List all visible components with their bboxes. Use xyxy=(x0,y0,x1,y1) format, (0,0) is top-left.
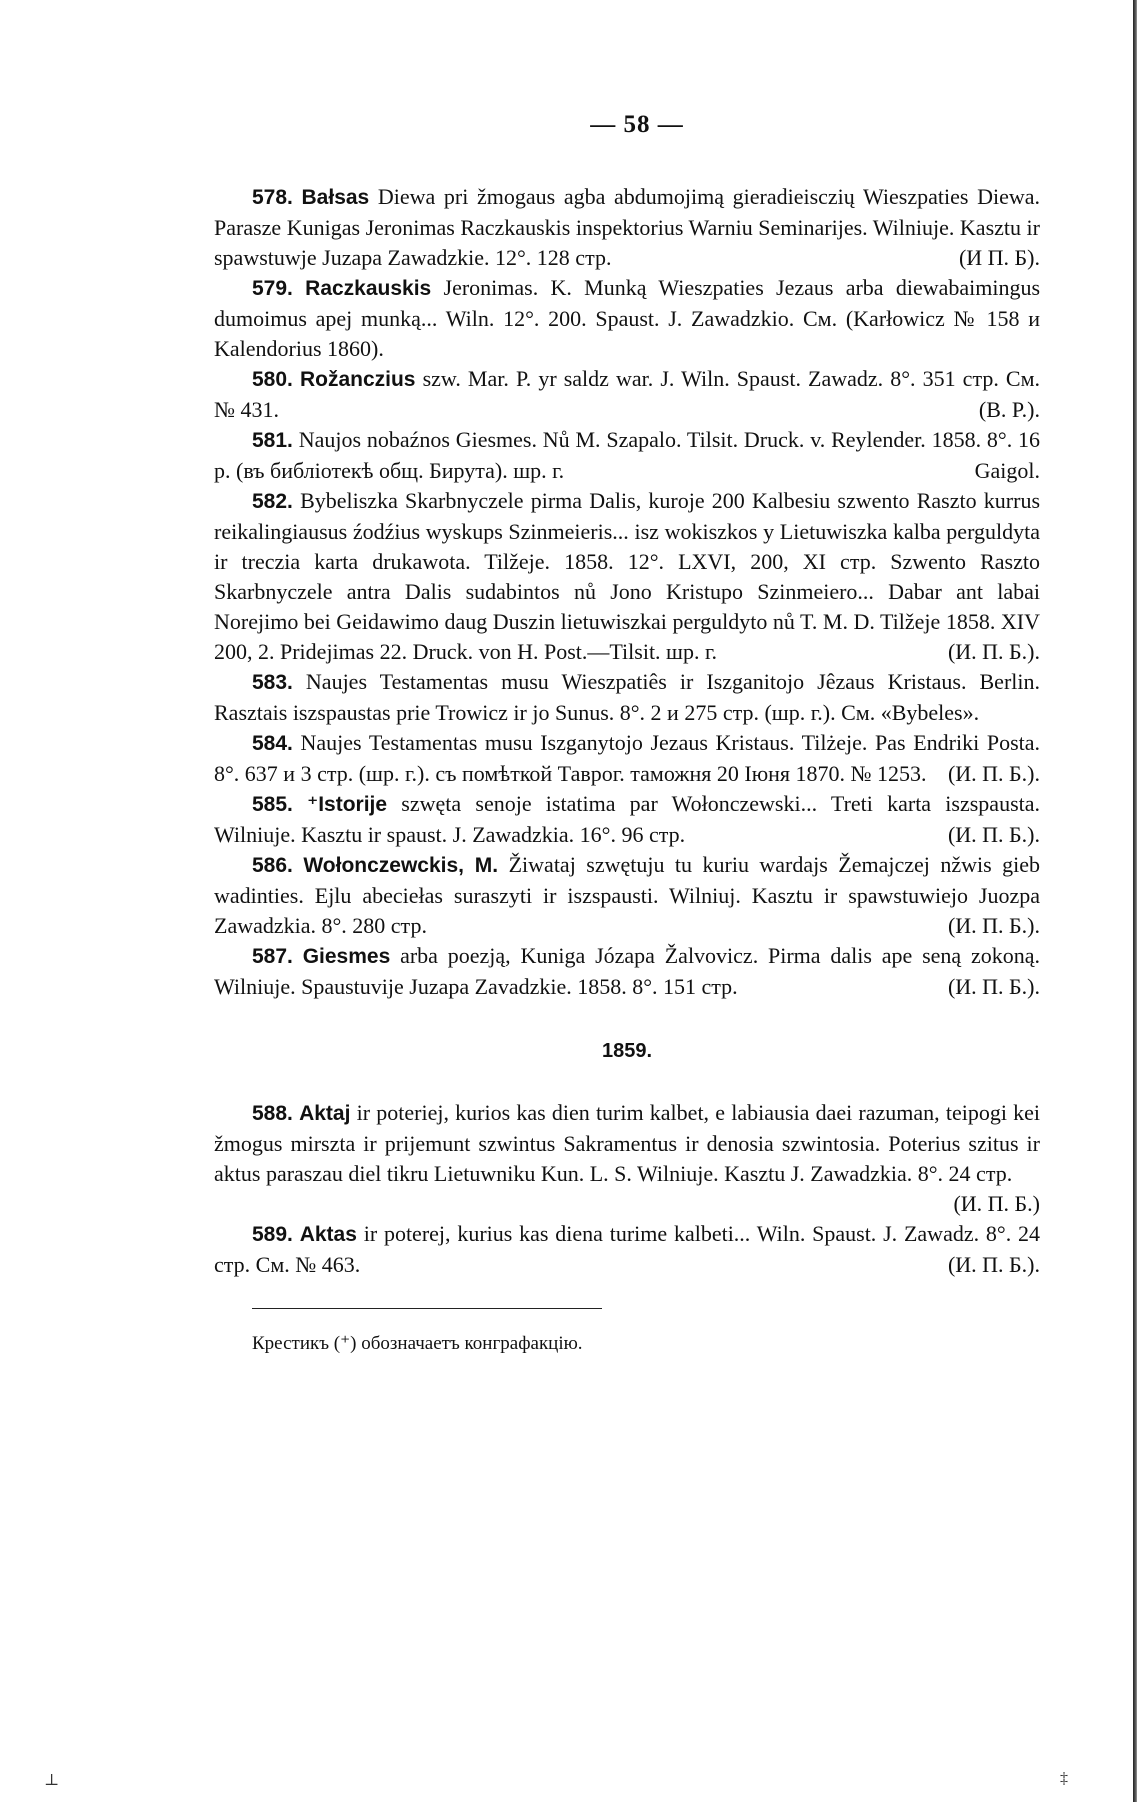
entry-source: (И. П. Б.). xyxy=(947,1252,1040,1277)
entry-source: Gaigol. xyxy=(974,458,1040,483)
entry-587 xyxy=(214,941,1040,1002)
entry-578 xyxy=(214,182,1040,273)
corner-mark-icon: ⊥ xyxy=(44,1772,60,1789)
entry-text: Žiwataj szwętuju tu kuriu wardajs Žemajczej nžwis gieb wadinties. Ejlu abeciełas suraszyti ir iszspausti. Wilniuj. Kasztu ir spawstuwiejo Juozpa Zawadzkia. 8°. 280 стр. xyxy=(214,852,1041,938)
entry-number: 582. xyxy=(252,490,293,513)
entry-title: Raczkauskis xyxy=(305,277,432,300)
entry-source: (И. П. Б.). xyxy=(947,639,1040,664)
entry-581 xyxy=(214,425,1040,486)
entry-text: arba poezją, Kuniga Józapa Žalvovicz. Pirma dalis ape seną zokoną. Wilniuje. Spaustuvije Juzapa Zavadzkie. 1858. 8°. 151 стр. xyxy=(214,943,1041,999)
entry-text: szwęta senoje istatima par Wołonczewski... Treti karta iszspausta. Wilniuje. Kasztu ir spaust. J. Zawadzkia. 16°. 96 стр. xyxy=(214,791,1041,847)
entry-text: szw. Mar. P. yr saldz war. J. Wiln. Spaust. Zawadz. 8°. 351 стр. См. № 431. xyxy=(214,366,1040,422)
entry-number: 585. xyxy=(252,793,293,816)
entry-title: Bałsas xyxy=(301,186,370,209)
entry-text: ir poteriej, kurios kas dien turim kalbet, e labiausia daei razuman, teipogi kei žmogus mirszta ir prijemunt szwintus Sakramentus ir denosia szwintosia. Poterius szitus ir aktus paraszau diel tikru Lietuwniku Kun. L. S. Wilniuje. Kasztu J. Zawadzkia. 8°. 24 стр. xyxy=(214,1100,1041,1186)
entry-text: Naujos nobaźnos Giesmes. Nů M. Szapalo. Tilsit. Druck. v. Reylender. 1858. 8°. 16 p. (въ библіотекѣ общ. Бирута). шр. г. xyxy=(214,427,1040,483)
entry-584 xyxy=(214,728,1040,789)
footnote-divider xyxy=(252,1308,602,1309)
entry-number: 578. xyxy=(252,186,293,209)
footnote: Крестикъ (⁺) обозначаетъ конграфакцію. xyxy=(252,1333,583,1354)
entry-source: (И. П. Б.). xyxy=(947,974,1040,999)
entry-title: Aktas xyxy=(299,1223,357,1246)
entry-number: 581. xyxy=(252,429,293,452)
entry-number: 580. xyxy=(252,368,293,391)
page-edge-shadow xyxy=(1133,0,1137,1802)
entry-number: 588. xyxy=(252,1102,293,1125)
entry-text: Diewa pri žmogaus agba abdumojimą gieradieisczių Wieszpaties Diewa. Parasze Kunigas Jeronimas Raczkauskis inspektorius Warniu Seminarijes. Wilniuje. Kasztu ir spawstuwje Juzapa Zawadzkie. 12°. 128 стр. xyxy=(214,184,1040,270)
entry-text: Naujes Testamentas musu Iszganytojo Jezaus Kristaus. Tilżeje. Pas Endriki Posta. 8°. 637 и 3 стр. (шр. г.). съ помѣткой Таврог. таможня 20 Іюня 1870. № 1253. xyxy=(214,730,1041,786)
entry-title: Rožanczius xyxy=(299,368,416,391)
entry-579 xyxy=(214,273,1040,364)
entry-585 xyxy=(214,789,1040,850)
entry-number: 587. xyxy=(252,945,293,968)
entry-source: (B. P.). xyxy=(978,397,1040,422)
entry-source: (И. П. Б.). xyxy=(947,913,1040,938)
entry-source: (И. П. Б.). xyxy=(947,761,1040,786)
entry-number: 589. xyxy=(252,1223,293,1246)
page-number: — 58 — xyxy=(590,111,684,138)
entry-title: Wołonczewckis, M. xyxy=(303,854,499,877)
entry-number: 584. xyxy=(252,732,293,755)
entry-number: 583. xyxy=(252,671,293,694)
entry-text: Bybeliszka Skarbnyczele pirma Dalis, kuroje 200 Kalbesiu szwento Raszto kurrus reikalingiausus źodźius wyskups Szinmeieris... isz wokiszkos y Lietuwiszka kalba perguldyta ir treczia karta drukawota. Tilžeje. 1858. 12°. LXVI, 200, XI стр. Szwento Raszto Skarbnyczele antra Dalis sudabintos nů Jono Kristupo Szinmeiero... Dabar ant labai Norejimo bei Geidawimo daug Duszin lietuwiszkai perguldyto nů T. M. D. Tilžeje 1858. XIV 200, 2. Pridejimas 22. Druck. von H. Post.—Tilsit. шр. г. xyxy=(214,488,1040,664)
entry-580 xyxy=(214,364,1040,425)
entry-text: ir poterej, kurius kas diena turime kalbeti... Wiln. Spaust. J. Zawadz. 8°. 24 стр. См. № 463. xyxy=(214,1221,1041,1277)
entry-582 xyxy=(214,486,1040,667)
entry-589 xyxy=(214,1219,1040,1280)
entry-text: Naujes Testamentas musu Wieszpatiês ir Iszganitojo Jêzaus Kristaus. Berlin. Rasztais iszspaustas prie Trowicz ir jo Sunus. 8°. 2 и 275 стр. (шр. г.). См. «Bybeles». xyxy=(214,669,1041,725)
entry-number: 586. xyxy=(252,854,293,877)
entry-title: ⁺Istorije xyxy=(307,793,388,816)
document-page xyxy=(214,110,1040,1359)
entry-text: Jeronimas. K. Munką Wieszpaties Jezaus arba diewabaimingus dumoimus apej munką... Wiln. 12°. 200. Spaust. J. Zawadzkio. См. (Karłowicz № 158 и Kalendorius 1860). xyxy=(214,275,1041,361)
entry-title: Giesmes xyxy=(302,945,391,968)
entry-number: 579. xyxy=(252,277,293,300)
year-heading: 1859. xyxy=(601,1040,653,1062)
entry-source: (И. П. Б.) xyxy=(953,1191,1040,1216)
entry-source: (И П. Б). xyxy=(958,245,1040,270)
entry-title: Aktaj xyxy=(299,1102,351,1125)
entry-source: (И. П. Б.). xyxy=(947,822,1040,847)
entry-583 xyxy=(214,667,1040,728)
corner-mark-icon: ‡ xyxy=(1060,1770,1068,1787)
entry-586 xyxy=(214,850,1040,941)
entry-588 xyxy=(214,1098,1041,1216)
